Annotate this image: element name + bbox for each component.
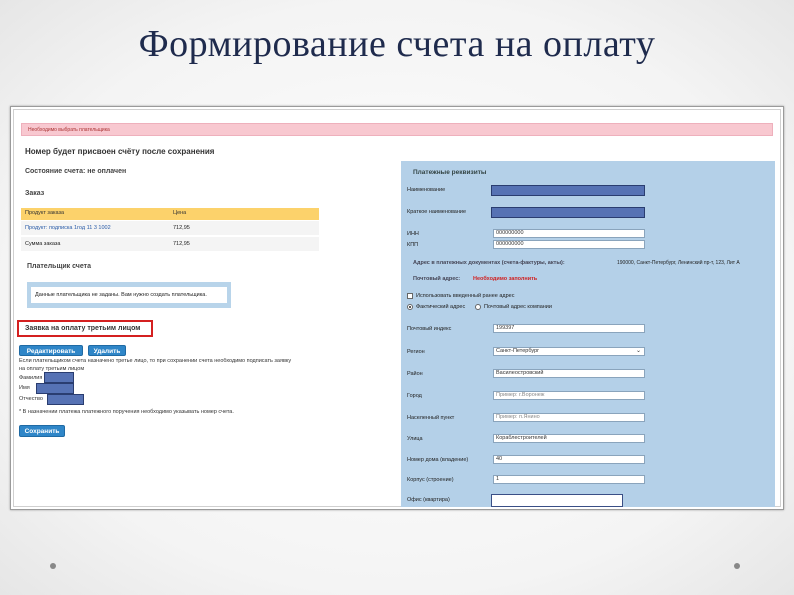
city-input[interactable]: Пример: г.Воронеж <box>493 391 645 400</box>
third-party-heading: Заявка на оплату третьим лицом <box>17 320 153 337</box>
building-label: Корпус (строение) <box>407 477 454 483</box>
order-total-label: Сумма заказа <box>25 241 61 247</box>
slide-dot-icon <box>50 563 56 569</box>
order-product-price: 712,95 <box>173 225 190 231</box>
payer-heading: Плательщик счета <box>27 263 91 270</box>
legal-address-label: Фактический адрес <box>416 304 466 310</box>
table-row <box>21 221 319 236</box>
legal-address-radio[interactable] <box>407 304 413 310</box>
district-input[interactable]: Василеостровский <box>493 369 645 378</box>
kpp-input[interactable]: 000000000 <box>493 240 645 249</box>
office-input[interactable] <box>491 494 623 507</box>
inn-input[interactable]: 000000000 <box>493 229 645 238</box>
region-label: Регион <box>407 349 425 355</box>
delete-button[interactable]: Удалить <box>88 345 126 356</box>
company-postal-radio[interactable] <box>475 304 481 310</box>
use-entered-checkbox[interactable] <box>407 293 413 299</box>
city-label: Город <box>407 393 422 399</box>
edit-button[interactable]: Редактировать <box>19 345 83 356</box>
invoice-status: Состояние счета: не оплачен <box>25 168 127 175</box>
col-price: Цена <box>173 210 187 216</box>
address-docs-value: 190000, Санкт-Петербург, Ленинский пр-т, 123, Лит А <box>617 260 740 266</box>
postal-address-label: Почтовый адрес: <box>413 276 461 282</box>
name-label: Имя <box>19 385 30 391</box>
slide-dot-icon <box>734 563 740 569</box>
postal-address-required: Необходимо заполнить <box>473 276 538 282</box>
office-label: Офис (квартира) <box>407 497 450 503</box>
short-name-redacted[interactable] <box>491 207 645 218</box>
street-label: Улица <box>407 436 423 442</box>
col-product: Продукт заказа <box>25 210 65 216</box>
order-product-link[interactable]: Продукт: подписка 1год 11 3 1002 <box>25 225 111 231</box>
slide-title: Формирование счета на оплату <box>138 23 656 65</box>
street-input[interactable]: Кораблестроителей <box>493 434 645 443</box>
third-party-note: Если плательщиком счета назначено третье лицо, то при сохранении счета необходимо подписать заявку <box>19 358 292 364</box>
requisites-panel <box>401 161 775 507</box>
house-input[interactable]: 40 <box>493 455 645 464</box>
zip-input[interactable]: 199397 <box>493 324 645 333</box>
order-heading: Заказ <box>25 190 45 197</box>
locality-label: Населенный пункт <box>407 415 455 421</box>
kpp-label: КПП <box>407 242 419 248</box>
order-total-price: 712,95 <box>173 241 190 247</box>
payer-empty-message: Данные плательщика не заданы. Вам нужно создать плательщика. <box>31 287 227 303</box>
use-entered-label: Использовать введенный ранее адрес <box>416 293 515 299</box>
region-select[interactable] <box>493 347 645 356</box>
name-field-redacted[interactable] <box>491 185 645 196</box>
name-value-redacted <box>36 383 74 394</box>
building-input[interactable]: 1 <box>493 475 645 484</box>
order-table-header <box>21 208 319 220</box>
requisites-heading: Платежные реквизиты <box>413 169 487 176</box>
short-name-label: Краткое наименование <box>407 209 467 215</box>
house-label: Номер дома (владение) <box>407 457 469 463</box>
inn-label: ИНН <box>407 231 419 237</box>
name-field-label: Наименование <box>407 187 446 193</box>
patronymic-label: Отчество <box>19 396 43 402</box>
company-postal-label: Почтовый адрес компании <box>484 304 552 310</box>
surname-label: Фамилия <box>19 375 43 381</box>
zip-label: Почтовый индекс <box>407 326 452 332</box>
district-label: Район <box>407 371 423 377</box>
address-docs-label: Адрес в платежных документах (счета-фактуры, акты): <box>413 260 565 266</box>
table-row <box>21 237 319 252</box>
region-value: Санкт-Петербург <box>496 348 540 354</box>
chevron-down-icon: ⌄ <box>635 348 641 354</box>
patronymic-value-redacted <box>47 394 84 405</box>
third-party-note-2: на оплату третьим лицом <box>19 366 85 372</box>
surname-value-redacted <box>44 372 74 383</box>
error-banner: Необходимо выбрать плательщика <box>21 123 773 136</box>
invoice-number-note: Номер будет присвоен счёту после сохранения <box>25 147 215 156</box>
locality-input[interactable]: Пример: п.Янино <box>493 413 645 422</box>
payer-box <box>27 282 231 308</box>
save-button[interactable]: Сохранить <box>19 425 65 437</box>
purpose-note: * В назначении платежа платежного поручения необходимо указывать номер счета. <box>19 409 234 415</box>
screenshot-window <box>10 106 784 510</box>
